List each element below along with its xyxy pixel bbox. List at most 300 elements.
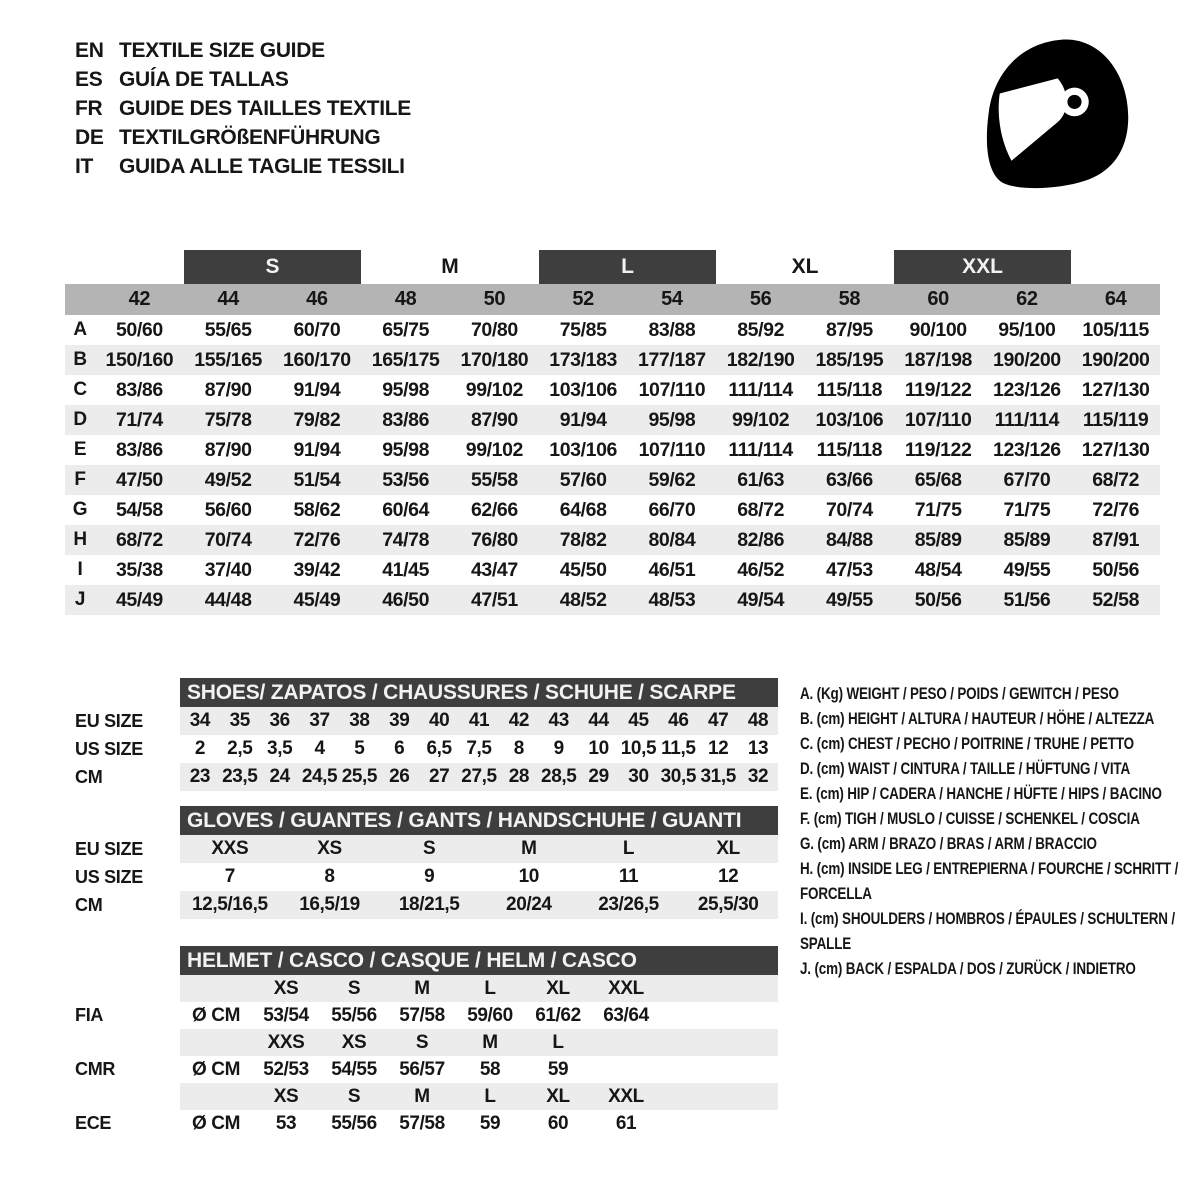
helmet-size-label: S (415, 1031, 429, 1053)
value-cell: 53 (275, 1112, 297, 1134)
size-cell: 72/76 (293, 528, 341, 551)
size-cell: 70/74 (825, 498, 873, 521)
size-cell: 107/110 (638, 378, 706, 401)
value-cell: 10,5 (620, 738, 657, 759)
size-column-header: 52 (572, 288, 594, 310)
size-cell: 190/200 (1081, 348, 1150, 371)
size-cell: 57/60 (559, 468, 607, 491)
value-cell: 39 (389, 710, 410, 731)
value-cell: 11,5 (661, 738, 696, 759)
value-cell: XL (716, 838, 740, 859)
value-cell: 4 (314, 738, 325, 759)
size-cell: 95/98 (648, 408, 696, 431)
size-cell: 50/60 (115, 318, 163, 341)
table-row (65, 375, 1160, 405)
size-cell: 61/63 (737, 468, 785, 491)
size-cell: 170/180 (460, 348, 529, 371)
size-column-header: 56 (749, 288, 772, 310)
value-cell: 10 (518, 866, 539, 887)
value-cell: 18/21,5 (398, 894, 460, 915)
language-row (75, 152, 411, 181)
size-cell: 103/106 (815, 408, 884, 431)
language-title: TEXTILGRÖßENFÜHRUNG (119, 125, 381, 149)
size-cell: 90/100 (909, 318, 967, 341)
value-cell: 6,5 (426, 738, 452, 759)
size-cell: 68/72 (115, 528, 163, 551)
size-cell: 177/187 (638, 348, 706, 371)
legend-entry: B. (cm) HEIGHT / ALTURA / HAUTEUR / HÖHE / ALTEZZA (800, 709, 1155, 728)
section-row-label (65, 975, 180, 1002)
size-cell: 49/54 (737, 588, 785, 611)
legend-entry: E. (cm) HIP / CADERA / HANCHE / HÜFTE / HIPS / BACINO (800, 784, 1162, 803)
size-cell: 111/114 (994, 408, 1060, 431)
diameter-unit-label: Ø CM (192, 1058, 241, 1080)
legend-entry: J. (cm) BACK / ESPALDA / DOS / ZURÜCK / INDIETRO (800, 959, 1136, 978)
size-cell: 47/50 (115, 468, 163, 491)
value-cell: 40 (428, 710, 450, 731)
size-cell: 49/55 (1003, 558, 1051, 581)
value-cell: 45 (628, 710, 649, 731)
size-cell: 71/74 (115, 408, 163, 431)
helmet-values (180, 1002, 778, 1029)
size-cell: 87/91 (1092, 528, 1140, 551)
language-title: TEXTILE SIZE GUIDE (119, 38, 325, 62)
section-row-label: EU SIZE (75, 838, 143, 859)
size-cell: 71/75 (914, 498, 962, 521)
size-cell: 65/75 (382, 318, 430, 341)
diameter-unit-label: Ø CM (192, 1112, 241, 1134)
size-cell: 60/64 (382, 498, 430, 521)
gloves-title: GLOVES / GUANTES / GANTS / HANDSCHUHE / GUANTI (187, 808, 742, 832)
table-row (65, 405, 1160, 435)
size-cell: 48/52 (559, 588, 607, 611)
table-row (65, 585, 1160, 615)
size-cell: 85/92 (737, 318, 785, 341)
size-cell: 79/82 (293, 408, 341, 431)
helmet-sizes (180, 1029, 778, 1056)
size-group-label: L (539, 250, 717, 284)
size-cell: 182/190 (726, 348, 795, 371)
value-cell: XXS (211, 838, 249, 859)
size-cell: 58/62 (293, 498, 341, 521)
size-cell: 56/60 (204, 498, 252, 521)
row-letter: I (77, 559, 83, 580)
size-cell: 49/52 (204, 468, 252, 491)
value-cell: 58 (479, 1058, 501, 1080)
section-row-label: US SIZE (75, 866, 143, 887)
size-column-header: 64 (1104, 288, 1127, 310)
helmet-values (180, 1056, 778, 1083)
value-cell: 10 (588, 738, 609, 759)
size-cell: 105/115 (1082, 318, 1149, 341)
size-cell: 46/52 (737, 558, 785, 581)
size-cell: 35/38 (115, 558, 163, 581)
size-cell: 127/130 (1081, 378, 1150, 401)
size-cell: 127/130 (1081, 438, 1150, 461)
standard-label: FIA (75, 1005, 104, 1025)
size-cell: 99/102 (465, 378, 523, 401)
value-cell: 61/62 (535, 1004, 581, 1026)
gloves-row (65, 863, 780, 891)
size-number-header-row (65, 284, 1160, 315)
table-row (65, 435, 1160, 465)
shoes-values (180, 735, 778, 763)
helmet-size-label: XL (546, 1085, 570, 1107)
measurement-legend (800, 681, 1181, 981)
value-cell: 23,5 (222, 766, 258, 787)
size-cell: 83/86 (115, 378, 163, 401)
size-cell: 65/68 (914, 468, 962, 491)
value-cell: 7,5 (466, 738, 492, 759)
language-code: FR (75, 96, 103, 120)
value-cell: 11 (618, 866, 639, 887)
helmet-size-label: XXL (608, 1085, 644, 1107)
value-cell: 28 (508, 766, 530, 787)
size-group-label: M (441, 255, 459, 278)
value-cell: S (423, 838, 436, 859)
legend-entry: D. (cm) WAIST / CINTURA / TAILLE / HÜFTUNG / VITA (800, 759, 1130, 778)
size-cell: 51/54 (293, 468, 341, 491)
size-cell: 111/114 (728, 378, 793, 401)
size-cell: 91/94 (293, 438, 341, 461)
size-cell: 45/49 (293, 588, 341, 611)
value-cell: 27 (428, 766, 450, 787)
size-cell: 173/183 (549, 348, 617, 371)
size-column-header: 48 (394, 288, 417, 310)
value-cell: 53/54 (263, 1004, 309, 1026)
value-cell: 57/58 (399, 1004, 445, 1026)
helmet-size-label: M (482, 1031, 498, 1053)
size-cell: 87/90 (470, 408, 518, 431)
value-cell: 20/24 (506, 894, 552, 915)
size-cell: 85/89 (1003, 528, 1051, 551)
size-cell: 78/82 (559, 528, 607, 551)
size-cell: 107/110 (904, 408, 972, 431)
value-cell: 23/26,5 (598, 894, 659, 915)
gloves-section (65, 806, 780, 919)
language-code: EN (75, 38, 104, 62)
row-letter: F (74, 469, 86, 490)
language-title: GUIDE DES TAILLES TEXTILE (119, 96, 411, 120)
value-cell: 59 (479, 1112, 501, 1134)
shoes-row (65, 735, 780, 763)
value-cell: 35 (229, 710, 250, 731)
size-cell: 123/126 (993, 378, 1061, 401)
helmet-sizes-row (65, 1029, 780, 1056)
size-cell: 45/49 (115, 588, 163, 611)
size-column-header: 62 (1016, 288, 1038, 310)
helmet-size-label: L (484, 1085, 496, 1107)
row-letter: G (72, 499, 88, 520)
size-cell: 75/85 (559, 318, 607, 341)
size-cell: 55/65 (204, 318, 252, 341)
racing-helmet-icon (972, 28, 1140, 196)
size-cell: 83/86 (115, 438, 163, 461)
value-cell: 6 (394, 738, 405, 759)
value-cell: 54/55 (331, 1058, 377, 1080)
size-group-header-row (65, 250, 1160, 284)
size-cell: 75/78 (204, 408, 252, 431)
size-cell: 91/94 (559, 408, 607, 431)
value-cell: 30,5 (660, 766, 697, 787)
value-cell: 48 (747, 710, 769, 731)
textile-size-table (65, 250, 1160, 615)
value-cell: 41 (468, 710, 490, 731)
size-cell: 91/94 (293, 378, 341, 401)
size-column-header: 58 (838, 288, 861, 310)
helmet-size-label: L (552, 1031, 564, 1053)
table-row (65, 465, 1160, 495)
size-cell: 84/88 (825, 528, 873, 551)
value-cell: L (622, 838, 635, 859)
size-cell: 99/102 (465, 438, 523, 461)
size-cell: 115/118 (816, 378, 883, 401)
helmet-values (180, 1110, 778, 1137)
value-cell: 23 (189, 766, 211, 787)
legend-entry: G. (cm) ARM / BRAZO / BRAS / ARM / BRACCIO (800, 834, 1097, 853)
size-cell: 60/70 (293, 318, 341, 341)
section-row-label (65, 1083, 180, 1110)
value-cell: 8 (324, 866, 335, 887)
language-row (75, 123, 411, 152)
size-cell: 115/118 (816, 438, 883, 461)
section-row-label: CM (75, 894, 103, 915)
value-cell: 13 (747, 738, 769, 759)
size-cell: 99/102 (732, 408, 790, 431)
section-row-label: US SIZE (75, 738, 143, 759)
value-cell: 44 (588, 710, 609, 731)
size-cell: 76/80 (470, 528, 518, 551)
value-cell: 59 (547, 1058, 569, 1080)
size-cell: 37/40 (204, 558, 252, 581)
value-cell: 57/58 (399, 1112, 445, 1134)
size-cell: 107/110 (638, 438, 706, 461)
helmet-values-row (65, 1002, 780, 1029)
size-cell: 68/72 (737, 498, 785, 521)
value-cell: 31,5 (700, 766, 736, 787)
row-letter: A (73, 319, 87, 340)
size-cell: 190/200 (993, 348, 1061, 371)
size-cell: 45/50 (559, 558, 607, 581)
row-letter: D (73, 409, 87, 430)
size-cell: 49/55 (825, 588, 873, 611)
size-cell: 55/58 (470, 468, 518, 491)
value-cell: 37 (309, 710, 330, 731)
measurement-rows (65, 315, 1160, 615)
value-cell: M (521, 838, 537, 859)
value-cell: 43 (548, 710, 569, 731)
size-column-header: 54 (661, 288, 683, 310)
size-cell: 59/62 (648, 468, 696, 491)
size-cell: 48/53 (648, 588, 696, 611)
size-cell: 103/106 (549, 378, 617, 401)
size-cell: 50/56 (1092, 558, 1140, 581)
value-cell: 55/56 (331, 1112, 377, 1134)
helmet-size-label: XS (273, 977, 299, 999)
shoes-row (65, 707, 780, 735)
value-cell: 25,5 (341, 766, 378, 787)
gloves-values (180, 863, 778, 891)
size-cell: 123/126 (993, 438, 1061, 461)
size-column-header: 44 (217, 288, 239, 310)
value-cell: 25,5/30 (697, 894, 759, 915)
shoes-row (65, 763, 780, 791)
shoes-section (65, 678, 780, 791)
gloves-values (180, 835, 778, 863)
size-cell: 155/165 (194, 348, 262, 371)
value-cell: 24 (269, 766, 290, 787)
size-cell: 52/58 (1092, 588, 1140, 611)
value-cell: 3,5 (267, 738, 293, 759)
helmet-values-row (65, 1056, 780, 1083)
size-cell: 87/90 (204, 438, 252, 461)
helmet-values-row (65, 1110, 780, 1137)
value-cell: 56/57 (399, 1058, 445, 1080)
legend-entry: C. (cm) CHEST / PECHO / POITRINE / TRUHE / PETTO (800, 734, 1134, 753)
shoes-title: SHOES/ ZAPATOS / CHAUSSURES / SCHUHE / SCARPE (187, 680, 736, 704)
value-cell: XS (317, 838, 342, 859)
size-group-label: XL (791, 255, 819, 278)
value-cell: 38 (349, 710, 370, 731)
value-cell: 46 (668, 710, 689, 731)
size-cell: 95/98 (382, 378, 430, 401)
helmet-size-label: XL (546, 977, 570, 999)
size-cell: 87/90 (204, 378, 252, 401)
value-cell: 9 (424, 866, 435, 887)
value-cell: 32 (747, 766, 769, 787)
gloves-title-bar (180, 806, 778, 835)
size-cell: 41/45 (382, 558, 430, 581)
value-cell: 60 (547, 1112, 569, 1134)
size-group-label: XXL (894, 250, 1072, 284)
language-code: IT (75, 154, 94, 178)
legend-entry: F. (cm) TIGH / MUSLO / CUISSE / SCHENKEL / COSCIA (800, 809, 1140, 828)
shoes-values (180, 707, 778, 735)
helmet-sizes (180, 1083, 778, 1110)
size-cell: 187/198 (904, 348, 972, 371)
language-row (75, 94, 411, 123)
value-cell: 24,5 (301, 766, 338, 787)
size-cell: 48/54 (914, 558, 962, 581)
size-cell: 68/72 (1092, 468, 1140, 491)
gloves-row (65, 835, 780, 863)
size-column-header: 60 (927, 288, 949, 310)
helmet-size-label: L (484, 977, 496, 999)
size-cell: 47/53 (825, 558, 873, 581)
value-cell: 36 (269, 710, 290, 731)
size-column-header: 50 (483, 288, 506, 310)
helmet-size-label: XS (341, 1031, 367, 1053)
size-cell: 46/50 (382, 588, 430, 611)
size-cell: 70/80 (470, 318, 518, 341)
value-cell: 2 (194, 738, 206, 759)
row-letter: J (74, 589, 86, 610)
standard-label: CMR (75, 1059, 116, 1079)
row-letter: H (73, 529, 87, 550)
language-title: GUÍA DE TALLAS (119, 67, 289, 91)
value-cell: 28,5 (541, 766, 577, 787)
size-cell: 47/51 (470, 588, 518, 611)
shoes-title-bar (180, 678, 778, 707)
table-row (65, 555, 1160, 585)
size-cell: 71/75 (1003, 498, 1051, 521)
size-cell: 74/78 (382, 528, 430, 551)
size-cell: 150/160 (105, 348, 174, 371)
helmet-sizes-row (65, 975, 780, 1002)
value-cell: 63/64 (603, 1004, 649, 1026)
size-cell: 72/76 (1092, 498, 1140, 521)
helmet-size-label: S (347, 977, 361, 999)
size-cell: 64/68 (559, 498, 607, 521)
value-cell: 5 (354, 738, 365, 759)
value-cell: 42 (508, 710, 530, 731)
helmet-sizes (180, 975, 778, 1002)
language-row (75, 65, 411, 94)
helmet-title-bar (180, 946, 778, 975)
size-cell: 185/195 (815, 348, 884, 371)
row-letter: E (73, 439, 87, 460)
size-cell: 70/74 (204, 528, 252, 551)
size-cell: 95/98 (382, 438, 430, 461)
value-cell: 16,5/19 (299, 894, 360, 915)
table-row (65, 525, 1160, 555)
helmet-size-label: M (414, 977, 430, 999)
size-cell: 54/58 (115, 498, 163, 521)
size-cell: 53/56 (382, 468, 430, 491)
helmet-size-label: XXS (267, 1031, 305, 1053)
size-cell: 67/70 (1003, 468, 1051, 491)
standard-label: ECE (75, 1113, 112, 1133)
size-cell: 87/95 (825, 318, 873, 341)
value-cell: 52/53 (263, 1058, 309, 1080)
size-cell: 82/86 (737, 528, 785, 551)
size-cell: 39/42 (293, 558, 341, 581)
gloves-values (180, 891, 778, 919)
size-group-label: S (184, 250, 362, 284)
row-letter: C (73, 379, 87, 400)
value-cell: 34 (189, 710, 211, 731)
value-cell: 12 (708, 738, 729, 759)
language-code: DE (75, 125, 104, 149)
value-cell: 8 (513, 738, 524, 759)
size-cell: 62/66 (470, 498, 518, 521)
value-cell: 12,5/16,5 (192, 894, 268, 915)
value-cell: 55/56 (331, 1004, 377, 1026)
table-row (65, 345, 1160, 375)
helmet-size-label: M (414, 1085, 430, 1107)
size-cell: 160/170 (283, 348, 351, 371)
language-title: GUIDA ALLE TAGLIE TESSILI (119, 154, 405, 178)
helmet-section (65, 946, 780, 1137)
size-cell: 63/66 (825, 468, 873, 491)
value-cell: 61 (615, 1112, 637, 1134)
table-row (65, 315, 1160, 345)
size-cell: 51/56 (1003, 588, 1051, 611)
size-cell: 111/114 (728, 438, 793, 461)
size-cell: 50/56 (914, 588, 962, 611)
size-cell: 119/122 (904, 438, 972, 461)
value-cell: 59/60 (467, 1004, 513, 1026)
size-cell: 83/88 (648, 318, 696, 341)
helmet-sizes-row (65, 1083, 780, 1110)
value-cell: 27,5 (461, 766, 497, 787)
legend-entry: A. (Kg) WEIGHT / PESO / POIDS / GEWITCH / PESO (800, 684, 1119, 703)
value-cell: 30 (628, 766, 649, 787)
language-code: ES (75, 67, 103, 91)
helmet-title: HELMET / CASCO / CASQUE / HELM / CASCO (187, 948, 637, 972)
row-letter: B (73, 349, 87, 370)
language-row (75, 36, 411, 65)
